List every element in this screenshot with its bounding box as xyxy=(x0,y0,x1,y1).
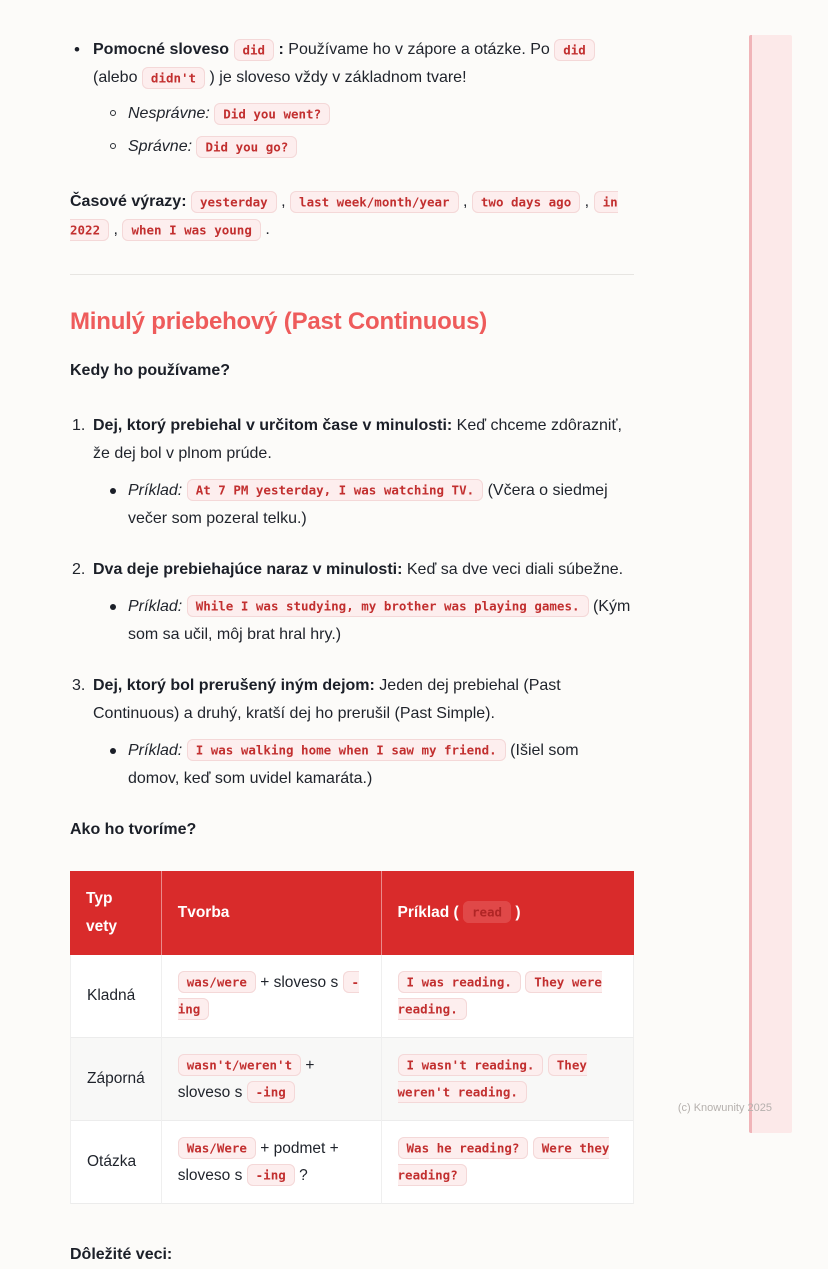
code-badge: did xyxy=(554,39,595,61)
cell-priklad xyxy=(382,1121,634,1204)
document-page xyxy=(70,36,634,1269)
watermark: (c) Knowunity 2025 xyxy=(677,1102,772,1114)
code-badge: last week/month/year xyxy=(290,191,459,213)
list-number: 2. xyxy=(72,560,86,578)
list-item-incorrect xyxy=(110,100,634,128)
code-badge: when I was young xyxy=(122,219,260,241)
header-cell-typ-vety: Typ vety xyxy=(70,871,162,955)
text-segment: (Včera o siedmej večer som pozeral telku.) xyxy=(128,481,608,527)
example-list xyxy=(110,737,634,793)
code-badge: They weren't reading. xyxy=(398,1054,587,1103)
form-heading: Ako ho tvoríme? xyxy=(70,820,197,838)
example-item xyxy=(110,737,634,793)
bullet-icon xyxy=(110,604,116,610)
text-segment: , xyxy=(458,193,472,210)
usage-heading: Kedy ho používame? xyxy=(70,361,231,379)
list-item-correct xyxy=(110,133,634,161)
text-segment: (Kým som sa učil, môj brat hral hry.) xyxy=(128,597,631,643)
code-badge: They were reading. xyxy=(398,971,602,1020)
text-segment: Dva deje prebiehajúce naraz v minulosti: xyxy=(93,560,403,578)
header-cell-priklad xyxy=(382,871,634,955)
code-badge: yesterday xyxy=(191,191,277,213)
text-segment: Pomocné sloveso xyxy=(93,41,234,58)
text-segment: . xyxy=(260,221,270,238)
usage-item-text xyxy=(93,561,623,578)
usage-item-text xyxy=(93,417,622,462)
header-cell-tvorba: Tvorba xyxy=(162,871,382,955)
text-segment: , xyxy=(276,193,291,210)
table-row-otazka xyxy=(70,1121,634,1204)
text-segment: + sloveso s xyxy=(255,973,343,991)
usage-item-3 xyxy=(70,672,634,793)
code-badge: was/were xyxy=(178,971,256,993)
cell-tvorba xyxy=(162,1121,382,1204)
cell-tvorba xyxy=(162,955,382,1038)
text-segment: Používame ho v zápore a otázke. Po xyxy=(283,41,555,58)
list-number: 3. xyxy=(72,676,86,694)
usage-list xyxy=(70,412,634,793)
code-badge: in 2022 xyxy=(70,191,618,241)
text-segment: Správne: xyxy=(128,138,197,155)
code-badge: I wasn't reading. xyxy=(398,1054,544,1076)
list-number: 1. xyxy=(72,416,86,434)
table-row-zaporna xyxy=(70,1038,634,1121)
example-item xyxy=(110,477,634,533)
usage-item-text xyxy=(93,677,561,722)
text-segment: Keď sa dve veci diali súbežne. xyxy=(402,560,624,578)
usage-item-2 xyxy=(70,556,634,649)
page-title: Minulý priebehový (Past Continuous) xyxy=(70,308,488,335)
text-segment: (Išiel som domov, keď som uvidel kamaráta.) xyxy=(128,741,579,787)
text-segment: , xyxy=(109,221,123,238)
code-badge: -ing xyxy=(247,1081,295,1103)
code-badge: didn't xyxy=(142,67,205,89)
table-header-row xyxy=(70,871,634,955)
important-heading: Dôležité veci: xyxy=(70,1245,173,1263)
code-badge: At 7 PM yesterday, I was watching TV. xyxy=(187,479,483,501)
time-expressions-paragraph xyxy=(70,188,634,244)
code-badge: -ing xyxy=(178,971,359,1020)
example-text xyxy=(128,482,608,527)
code-badge: Was he reading? xyxy=(398,1137,529,1159)
table-header xyxy=(70,871,634,955)
code-badge: I was walking home when I saw my friend. xyxy=(187,739,506,761)
cell-tvorba xyxy=(162,1038,382,1121)
text-segment: Príklad: xyxy=(128,481,187,499)
text-segment: ) xyxy=(511,903,521,921)
example-item xyxy=(110,593,634,649)
intro-list xyxy=(70,36,634,161)
text-segment: Príklad: xyxy=(128,597,187,615)
correct-example-text xyxy=(128,138,297,155)
text-segment: Nesprávne: xyxy=(128,105,215,122)
text-segment: Jeden dej prebiehal (Past Continuous) a druhý, kratší dej ho prerušil (Past Simple). xyxy=(93,676,561,722)
example-text xyxy=(128,598,630,643)
bullet-icon xyxy=(74,36,80,65)
code-badge: Did you went? xyxy=(214,103,330,125)
code-badge: Was/Were xyxy=(178,1137,256,1159)
example-text xyxy=(128,742,579,787)
past-continuous-table xyxy=(70,871,634,1204)
code-badge: -ing xyxy=(247,1164,295,1186)
section-divider xyxy=(70,274,634,275)
cell-label: Otázka xyxy=(70,1121,162,1204)
example-list xyxy=(110,593,634,649)
text-segment: Príklad: xyxy=(128,741,187,759)
circle-bullet-icon xyxy=(110,110,116,116)
code-badge: two days ago xyxy=(472,191,580,213)
circle-bullet-icon xyxy=(110,143,116,149)
code-badge: Did you go? xyxy=(196,136,297,158)
text-segment: ) je sloveso vždy v základnom tvare! xyxy=(205,69,467,86)
text-segment: + podmet + sloveso s xyxy=(177,1139,339,1184)
code-badge: While I was studying, my brother was playing games. xyxy=(187,595,589,617)
text-segment: , xyxy=(580,193,594,210)
text-segment: ? xyxy=(294,1166,308,1184)
list-item xyxy=(70,36,634,161)
cell-label: Záporná xyxy=(70,1038,162,1121)
code-badge: wasn't/weren't xyxy=(178,1054,301,1076)
example-list xyxy=(110,477,634,533)
bullet-icon xyxy=(110,488,116,494)
cell-priklad xyxy=(382,955,634,1038)
code-badge: I was reading. xyxy=(398,971,521,993)
code-badge: read xyxy=(463,901,511,923)
highlight-stripe xyxy=(749,35,792,1133)
intro-bullet-text xyxy=(93,41,595,86)
table-row-kladna xyxy=(70,955,634,1038)
text-segment: + sloveso s xyxy=(177,1056,315,1101)
text-segment: Príklad ( xyxy=(397,903,463,921)
text-segment: (alebo xyxy=(93,69,142,86)
code-badge: Were they reading? xyxy=(398,1137,610,1186)
cell-label: Kladná xyxy=(70,955,162,1038)
usage-item-1 xyxy=(70,412,634,533)
table-body xyxy=(70,955,634,1204)
incorrect-example-text xyxy=(128,105,330,122)
text-segment: Dej, ktorý prebiehal v určitom čase v minulosti: xyxy=(93,416,453,434)
bullet-icon xyxy=(110,748,116,754)
text-segment: : xyxy=(274,41,284,58)
text-segment: Keď chceme zdôrazniť, že dej bol v plnom prúde. xyxy=(93,416,622,462)
text-segment: Dej, ktorý bol prerušený iným dejom: xyxy=(93,676,375,694)
text-segment: Časové výrazy: xyxy=(70,193,191,210)
cell-priklad xyxy=(382,1038,634,1121)
code-badge: did xyxy=(234,39,275,61)
correctness-sublist xyxy=(110,100,634,161)
